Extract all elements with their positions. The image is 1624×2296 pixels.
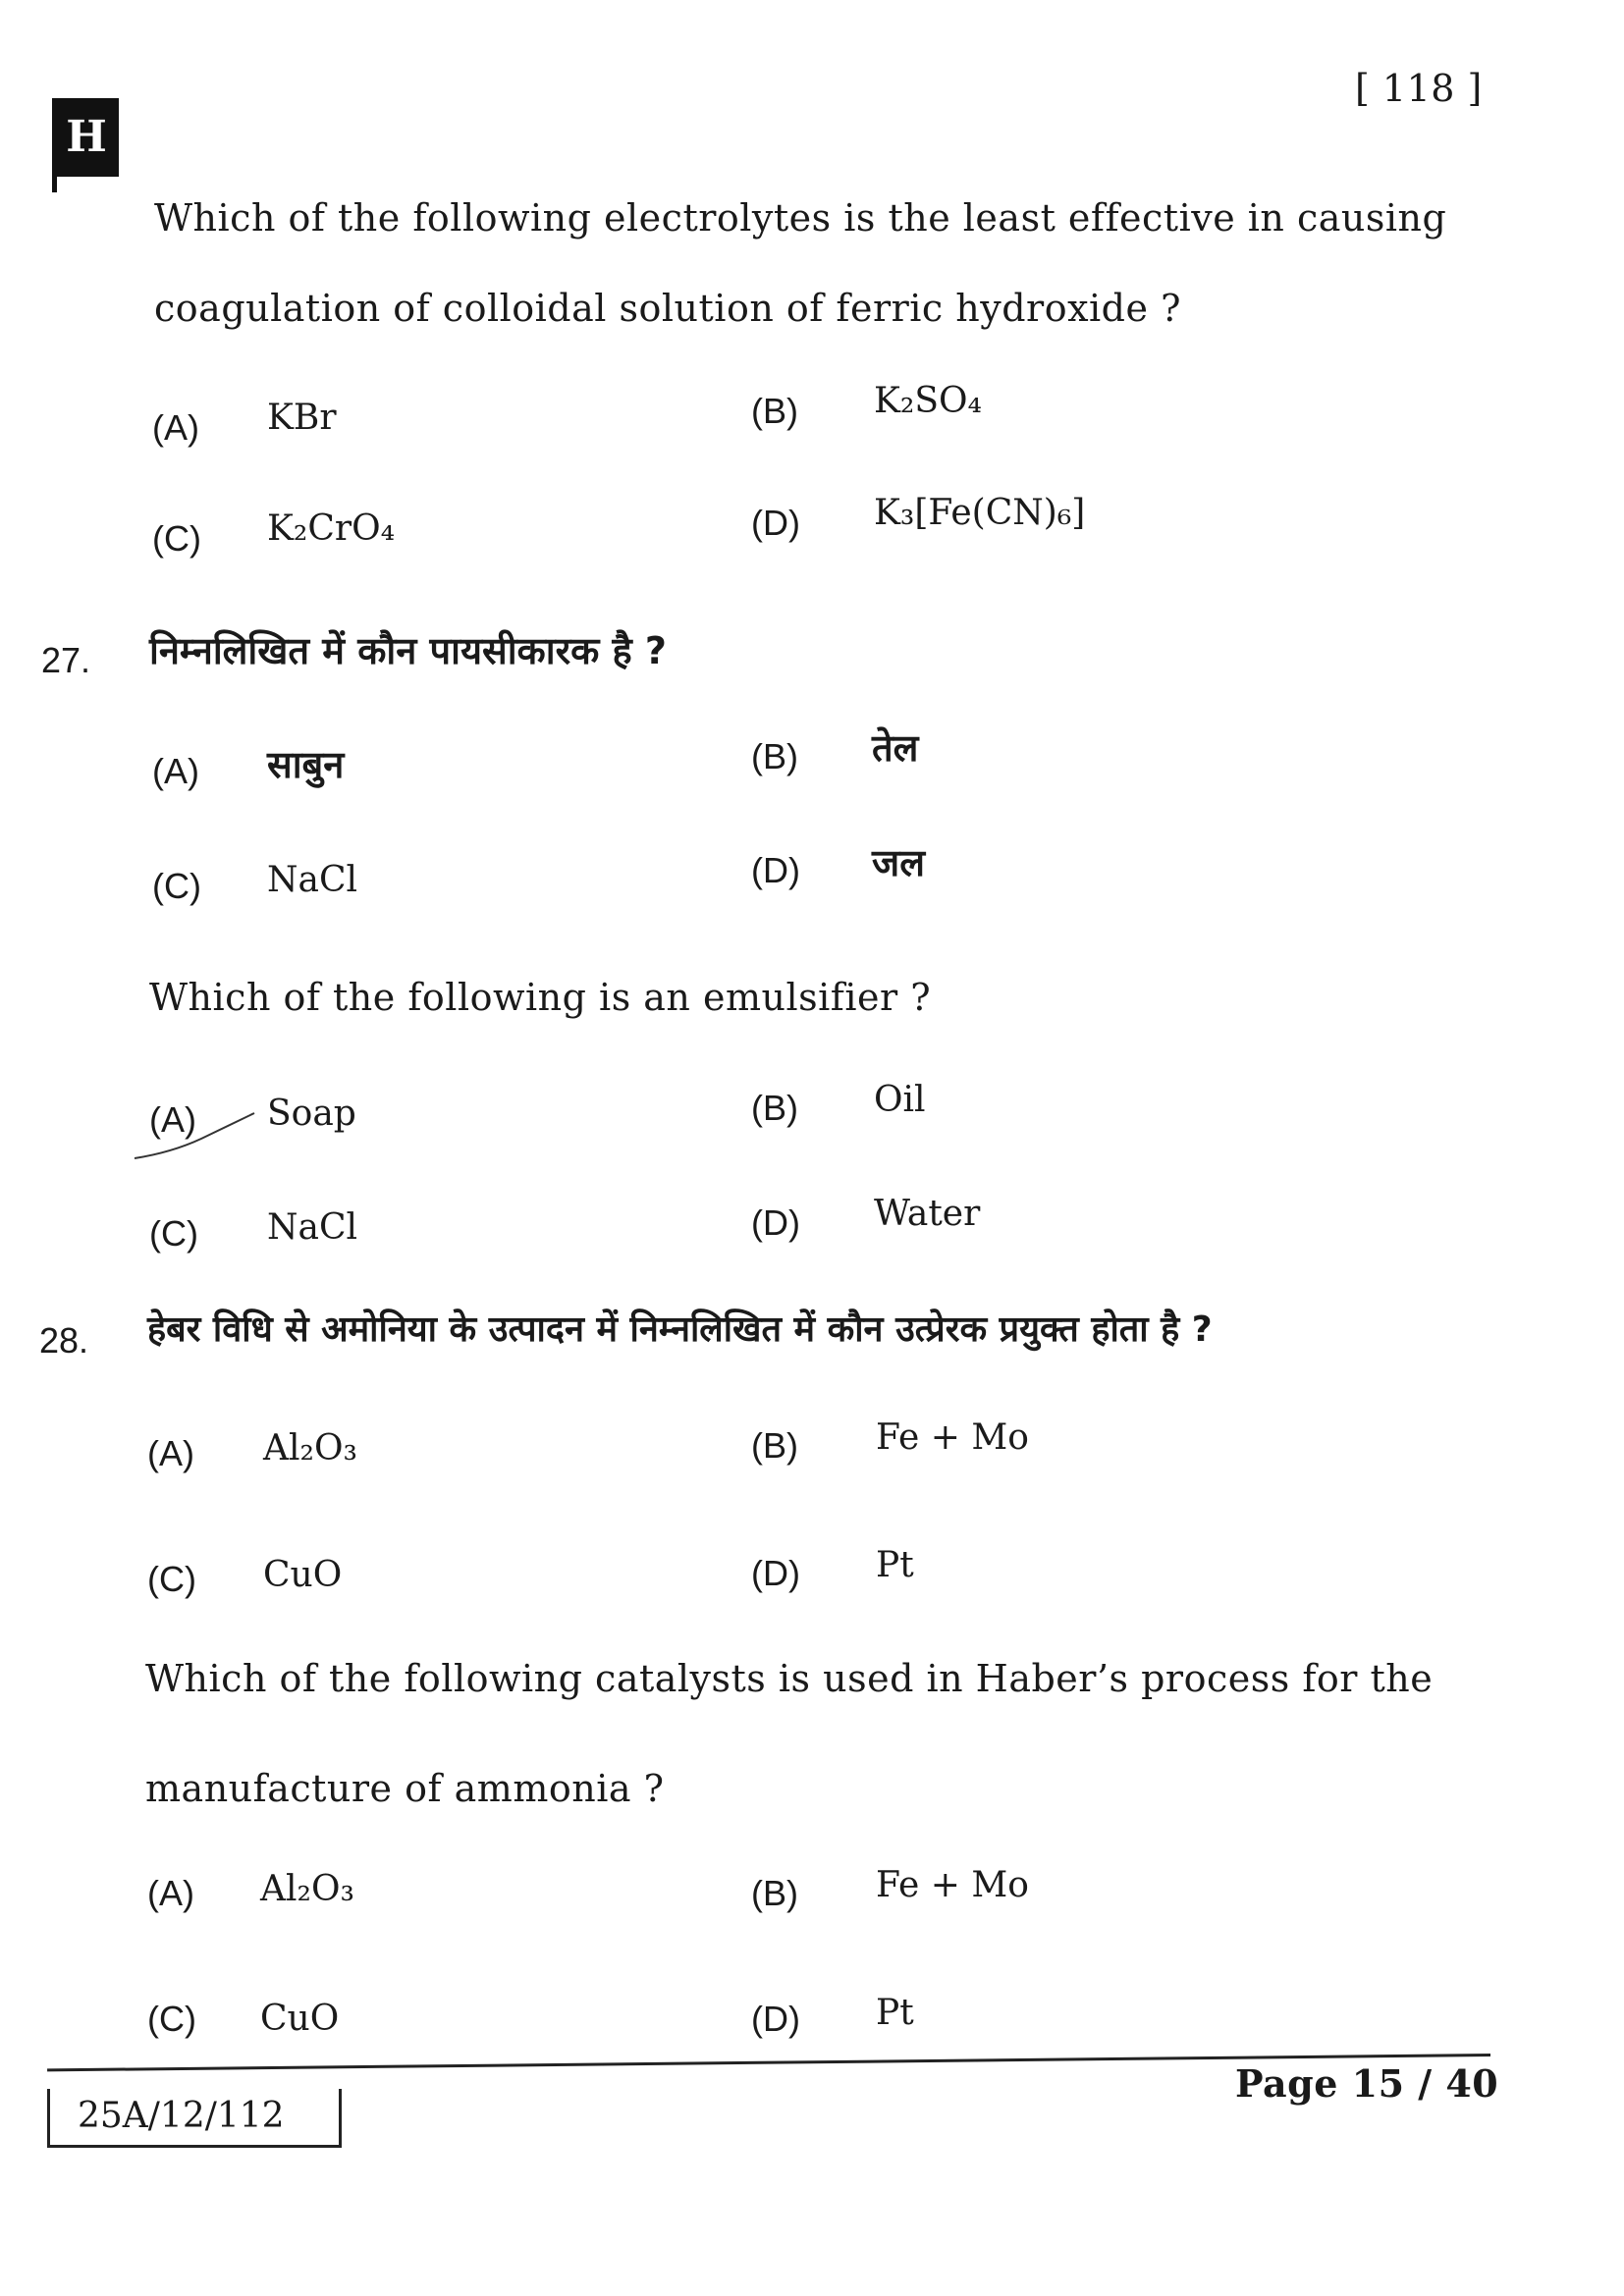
tick-mark-icon <box>133 1107 260 1166</box>
q26-option-d-label: (D) <box>751 503 800 543</box>
q27-hi-option-a[interactable]: साबुन <box>267 743 345 786</box>
q27-en-option-b[interactable]: Oil <box>874 1080 926 1120</box>
q28-en-line2: manufacture of ammonia ? <box>145 1767 665 1810</box>
q27-hi-option-b-label: (B) <box>751 736 798 776</box>
q28-en-line1: Which of the following catalysts is used in Haber’s process for the <box>145 1657 1434 1700</box>
q27-en-option-a-label: (A) <box>149 1099 196 1140</box>
q28-en-option-d[interactable]: Pt <box>876 1993 914 2033</box>
q26-option-a[interactable]: KBr <box>267 398 337 438</box>
q28-hi-option-a[interactable]: Al₂O₃ <box>263 1428 357 1468</box>
set-flag-logo: H <box>54 98 119 177</box>
q27-hi-option-d[interactable]: जल <box>872 841 925 884</box>
q27-en-option-d-label: (D) <box>751 1202 800 1243</box>
q27-en-text: Which of the following is an emulsifier ? <box>149 976 932 1019</box>
q27-en-option-c[interactable]: NaCl <box>267 1207 358 1248</box>
page-number: Page 15 / 40 <box>1235 2061 1499 2106</box>
q28-hi-option-a-label: (A) <box>147 1433 194 1473</box>
q26-option-b[interactable]: K₂SO₄ <box>874 381 982 421</box>
q28-hi-option-c[interactable]: CuO <box>263 1555 343 1595</box>
q27-hi-option-d-label: (D) <box>751 850 800 890</box>
q28-en-option-d-label: (D) <box>751 1999 800 2039</box>
q27-en-option-b-label: (B) <box>751 1088 798 1128</box>
q27-hi-option-a-label: (A) <box>152 751 199 791</box>
q27-number: 27. <box>41 640 91 680</box>
q28-hi-option-b[interactable]: Fe + Mo <box>876 1417 1029 1458</box>
q28-en-option-a[interactable]: Al₂O₃ <box>260 1869 354 1909</box>
q26-option-c[interactable]: K₂CrO₄ <box>267 508 396 549</box>
q27-hi-option-c-label: (C) <box>152 866 201 906</box>
q27-en-option-c-label: (C) <box>149 1213 198 1254</box>
q26-option-d[interactable]: K₃[Fe(CN)₆] <box>874 493 1086 533</box>
q28-hi-option-c-label: (C) <box>147 1559 196 1599</box>
q26-en-line1: Which of the following electrolytes is the least effective in causing <box>154 196 1447 240</box>
q28-number: 28. <box>39 1320 89 1361</box>
q28-en-option-a-label: (A) <box>147 1873 194 1913</box>
q26-en-line2: coagulation of colloidal solution of ferric hydroxide ? <box>154 287 1181 330</box>
q28-hi-option-d[interactable]: Pt <box>876 1545 914 1585</box>
q27-hi-text: निम्नलिखित में कौन पायसीकारक है ? <box>149 629 667 672</box>
q26-option-b-label: (B) <box>751 391 798 431</box>
q27-en-option-d[interactable]: Water <box>874 1194 981 1234</box>
q26-option-a-label: (A) <box>152 407 199 448</box>
q28-hi-option-d-label: (D) <box>751 1553 800 1593</box>
q27-hi-option-c[interactable]: NaCl <box>267 860 358 900</box>
q27-hi-option-b[interactable]: तेल <box>872 726 919 770</box>
q28-en-option-b-label: (B) <box>751 1873 798 1913</box>
page-code: [ 118 ] <box>1355 67 1483 110</box>
q27-en-option-a[interactable]: Soap <box>267 1094 356 1134</box>
q28-hi-text: हेबर विधि से अमोनिया के उत्पादन में निम्नलिखित में कौन उत्प्रेरक प्रयुक्त होता है ? <box>147 1309 1213 1350</box>
q26-option-c-label: (C) <box>152 518 201 559</box>
q28-hi-option-b-label: (B) <box>751 1425 798 1466</box>
q28-en-option-b[interactable]: Fe + Mo <box>876 1865 1029 1905</box>
paper-code: 25A/12/112 <box>47 2089 342 2148</box>
q28-en-option-c[interactable]: CuO <box>260 1999 340 2039</box>
q28-en-option-c-label: (C) <box>147 1999 196 2039</box>
